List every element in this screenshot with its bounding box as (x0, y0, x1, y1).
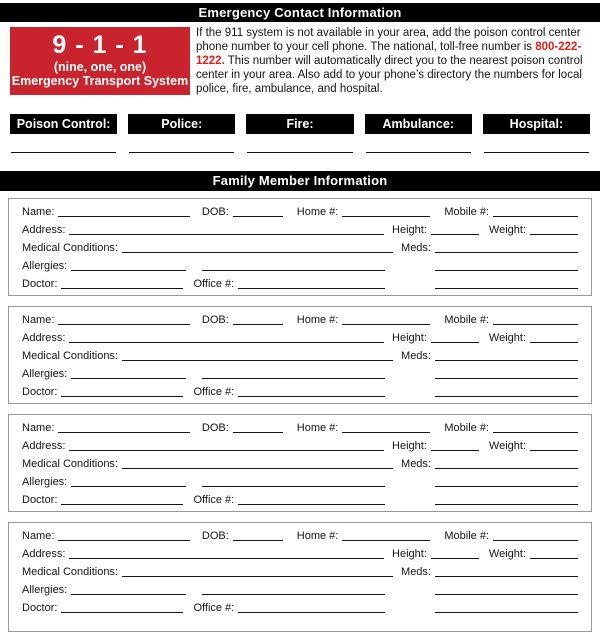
local-contacts-header-row (10, 114, 590, 134)
medical-conditions-label: Medical Conditions: (22, 242, 118, 254)
member-row-address (22, 435, 578, 453)
dob-label: DOB: (201, 206, 229, 218)
mobile-phone-line (493, 324, 578, 325)
member-row-identity (22, 417, 578, 435)
medical-conditions-label: Medical Conditions: (22, 458, 118, 470)
weight-line (530, 342, 578, 343)
dob-line (233, 216, 283, 217)
ambulance-line (366, 137, 471, 153)
allergies-line (71, 594, 186, 595)
address-label: Address: (22, 440, 66, 452)
member-row-medical (22, 453, 578, 471)
doctor-label: Doctor: (22, 278, 58, 290)
address-label: Address: (22, 224, 66, 236)
home-phone-line (342, 540, 430, 541)
member-row-allergies (22, 471, 578, 489)
weight-label: Weight: (488, 332, 526, 344)
member-row-doctor (22, 381, 578, 399)
weight-line (530, 450, 578, 451)
office-phone-label: Office #: (193, 494, 235, 506)
meds-continuation-line-2 (435, 504, 578, 505)
hospital-header: Hospital: (483, 114, 590, 134)
emergency-911-box (10, 27, 190, 95)
mobile-phone-label: Mobile #: (444, 314, 489, 326)
dob-label: DOB: (201, 314, 229, 326)
height-line (431, 234, 479, 235)
dob-label: DOB: (201, 422, 229, 434)
member-row-medical (22, 345, 578, 363)
allergies-line (71, 378, 186, 379)
emergency-number: 9 - 1 - 1 (52, 31, 148, 59)
home-phone-label: Home #: (296, 314, 339, 326)
address-label: Address: (22, 332, 66, 344)
home-phone-label: Home #: (296, 530, 339, 542)
office-phone-label: Office #: (193, 278, 235, 290)
page-title: Emergency Contact Information (0, 3, 600, 22)
address-label: Address: (22, 548, 66, 560)
member-row-address (22, 543, 578, 561)
meds-continuation-line (435, 594, 578, 595)
family-section-title: Family Member Information (0, 171, 600, 191)
height-label: Height: (392, 548, 427, 560)
fire-header: Fire: (246, 114, 353, 134)
home-phone-line (342, 324, 430, 325)
poison-control-header: Poison Control: (10, 114, 117, 134)
intro-text-before: If the 911 system is not available in your area, add the poison control center phone number to your cell phone. The national, toll-free number is (196, 27, 581, 53)
member-row-allergies (22, 363, 578, 381)
fire-line (247, 137, 352, 153)
allergies-label: Allergies: (22, 476, 68, 488)
doctor-line (61, 288, 183, 289)
intro-paragraph (196, 26, 594, 96)
home-phone-label: Home #: (296, 422, 339, 434)
family-member-card (8, 198, 592, 296)
mobile-phone-line (493, 540, 578, 541)
emergency-number-caption: Emergency Transport System (11, 74, 189, 88)
member-row-medical (22, 561, 578, 579)
weight-label: Weight: (488, 224, 526, 236)
family-member-card (8, 522, 592, 632)
mobile-phone-label: Mobile #: (444, 422, 489, 434)
name-label: Name: (22, 206, 55, 218)
dob-label: DOB: (201, 530, 229, 542)
dob-line (233, 540, 283, 541)
name-label: Name: (22, 314, 55, 326)
meds-continuation-line-2 (435, 396, 578, 397)
height-label: Height: (392, 332, 427, 344)
name-line (58, 540, 189, 541)
family-member-card (8, 414, 592, 512)
police-header: Police: (128, 114, 235, 134)
meds-continuation-line-2 (435, 288, 578, 289)
office-phone-line (238, 612, 385, 613)
family-member-card (8, 306, 592, 404)
allergies-label: Allergies: (22, 368, 68, 380)
meds-label: Meds: (401, 350, 431, 362)
name-line (58, 216, 189, 217)
medical-conditions-line (122, 468, 393, 469)
intro-text-after: This number will automatically direct you to the nearest poison control center in your area. Also add to your phone’s directory the numbers for local police, fire, ambulance, and hospital. (196, 55, 583, 95)
meds-continuation-line-2 (435, 612, 578, 613)
home-phone-label: Home #: (296, 206, 339, 218)
name-line (58, 324, 189, 325)
mobile-phone-line (493, 432, 578, 433)
weight-line (530, 558, 578, 559)
member-row-identity (22, 525, 578, 543)
allergies-continuation-line (202, 270, 385, 271)
dob-line (233, 432, 283, 433)
member-row-identity (22, 309, 578, 327)
height-line (431, 342, 479, 343)
allergies-continuation-line (202, 378, 385, 379)
address-line (69, 234, 384, 235)
meds-line (435, 468, 578, 469)
office-phone-label: Office #: (193, 386, 235, 398)
medical-conditions-line (122, 360, 393, 361)
medical-conditions-line (122, 576, 393, 577)
poison-control-phone-number: 800-222-1222. (196, 41, 582, 67)
height-label: Height: (392, 224, 427, 236)
mobile-phone-label: Mobile #: (444, 530, 489, 542)
name-label: Name: (22, 530, 55, 542)
medical-conditions-label: Medical Conditions: (22, 566, 118, 578)
name-label: Name: (22, 422, 55, 434)
allergies-line (71, 486, 186, 487)
address-line (69, 342, 384, 343)
ambulance-header: Ambulance: (365, 114, 472, 134)
height-line (431, 450, 479, 451)
member-row-doctor (22, 273, 578, 291)
member-row-doctor (22, 489, 578, 507)
member-row-identity (22, 201, 578, 219)
medical-conditions-line (122, 252, 393, 253)
office-phone-line (238, 396, 385, 397)
meds-label: Meds: (401, 566, 431, 578)
allergies-label: Allergies: (22, 260, 68, 272)
home-phone-line (342, 432, 430, 433)
office-phone-line (238, 288, 385, 289)
doctor-label: Doctor: (22, 386, 58, 398)
member-row-address (22, 219, 578, 237)
allergies-continuation-line (202, 594, 385, 595)
member-row-address (22, 327, 578, 345)
local-contacts-fill-lines (11, 137, 589, 153)
meds-line (435, 360, 578, 361)
doctor-line (61, 396, 183, 397)
office-phone-line (238, 504, 385, 505)
meds-continuation-line (435, 486, 578, 487)
allergies-line (71, 270, 186, 271)
dob-line (233, 324, 283, 325)
meds-line (435, 576, 578, 577)
member-row-medical (22, 237, 578, 255)
mobile-phone-line (493, 216, 578, 217)
doctor-line (61, 612, 183, 613)
member-row-doctor (22, 597, 578, 615)
family-members (8, 198, 592, 632)
doctor-line (61, 504, 183, 505)
meds-label: Meds: (401, 458, 431, 470)
meds-continuation-line (435, 378, 578, 379)
office-phone-label: Office #: (193, 602, 235, 614)
doctor-label: Doctor: (22, 494, 58, 506)
member-row-allergies (22, 579, 578, 597)
name-line (58, 432, 189, 433)
home-phone-line (342, 216, 430, 217)
mobile-phone-label: Mobile #: (444, 206, 489, 218)
poison-control-line (11, 137, 116, 153)
medical-conditions-label: Medical Conditions: (22, 350, 118, 362)
address-line (69, 450, 384, 451)
height-line (431, 558, 479, 559)
height-label: Height: (392, 440, 427, 452)
weight-line (530, 234, 578, 235)
weight-label: Weight: (488, 440, 526, 452)
emergency-number-phonetic: (nine, one, one) (53, 60, 147, 74)
member-row-allergies (22, 255, 578, 273)
meds-line (435, 252, 578, 253)
hospital-line (484, 137, 589, 153)
police-line (129, 137, 234, 153)
address-line (69, 558, 384, 559)
meds-label: Meds: (401, 242, 431, 254)
allergies-continuation-line (202, 486, 385, 487)
weight-label: Weight: (488, 548, 526, 560)
meds-continuation-line (435, 270, 578, 271)
allergies-label: Allergies: (22, 584, 68, 596)
doctor-label: Doctor: (22, 602, 58, 614)
